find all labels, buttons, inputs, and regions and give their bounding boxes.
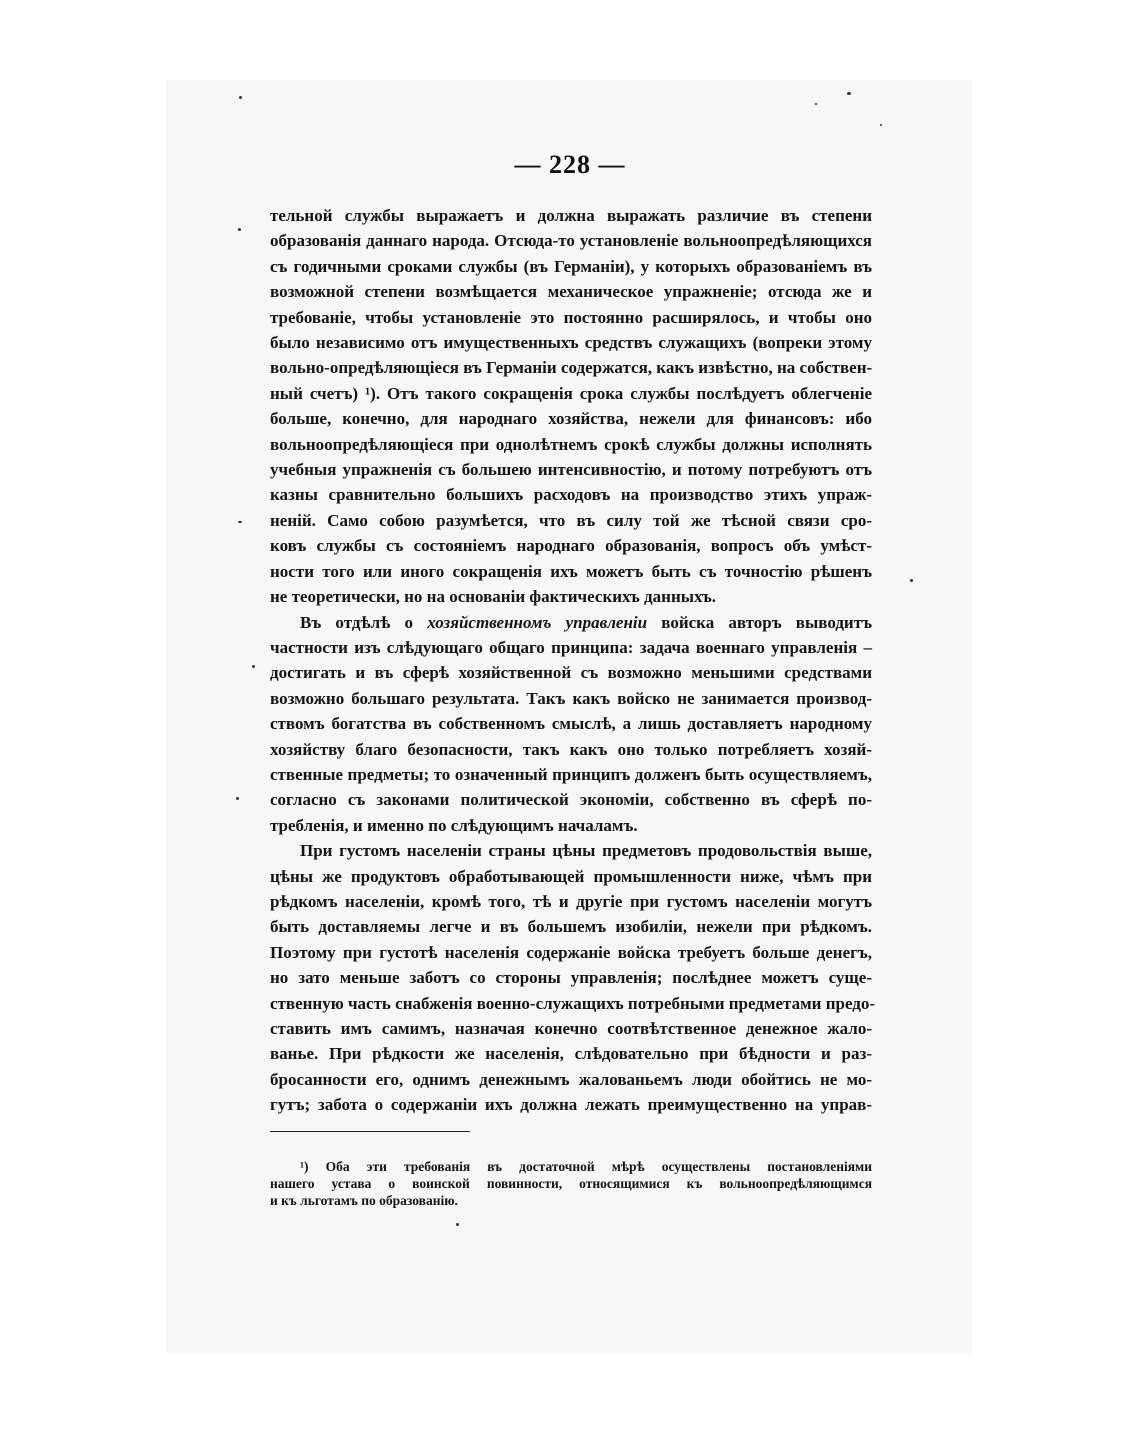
- footnote-separator: [270, 1131, 470, 1132]
- text-line: но зато меньше заботъ со стороны управленія; послѣднее можетъ суще-: [270, 968, 872, 988]
- speck: [238, 228, 241, 231]
- text-line: вольно-опредѣляющіеся въ Германіи содержатся, какъ извѣстно, на собствен-: [270, 358, 873, 378]
- speck: [847, 92, 851, 95]
- text-run: войска авторъ выводитъ: [647, 612, 872, 632]
- text-line: требованіе, чтобы установленіе это постоянно расширялось, и чтобы оно: [270, 307, 872, 327]
- speck: [880, 124, 882, 126]
- text-line: было независимо отъ имущественныхъ средствъ служащихъ (вопреки этому: [270, 333, 872, 353]
- text-line: тельной службы выражаетъ и должна выражать различие въ степени: [270, 206, 872, 225]
- footnote-line: нашего устава о воинской повинности, относящимися къ вольноопредѣляющимся: [270, 1176, 872, 1191]
- text-line: согласно съ законами политической экономіи, собственно въ сферѣ по-: [270, 790, 872, 810]
- text-line: возможно большаго результата. Такъ какъ войско не занимается производ-: [270, 688, 872, 708]
- speck: [252, 665, 255, 668]
- text-line: учебныя упражненія съ большею интенсивностію, и потому потребуютъ отъ: [270, 460, 872, 480]
- italic-term: хозяйственномъ управленіи: [427, 612, 648, 632]
- speck: [238, 521, 242, 523]
- text-line: требленія, и именно по слѣдующимъ началамъ.: [270, 815, 638, 835]
- text-line: цѣны же продуктовъ обработывающей промышленности ниже, чѣмъ при: [270, 866, 872, 886]
- text-line: хозяйству благо безопасности, такъ какъ оно только потребляетъ хозяй-: [270, 739, 872, 759]
- speck: [456, 1223, 459, 1226]
- text-line: ственную часть снабженія военно-служащихъ потребными предметами предо-: [270, 993, 876, 1013]
- text-line: съ годичными сроками службы (въ Германіи), у которыхъ образованіемъ въ: [270, 256, 872, 276]
- text-line: не теоретически, но на основаніи фактическихъ данныхъ.: [270, 587, 717, 607]
- paragraph: [270, 838, 876, 1117]
- text-line: Поэтому при густотѣ населенія содержаніе войска требуетъ больше денегъ,: [270, 942, 872, 962]
- page-number: — 228 —: [514, 150, 626, 179]
- text-line: При густомъ населеніи страны цѣны предметовъ продовольствія выше,: [300, 841, 872, 861]
- speck: [236, 797, 239, 800]
- text-line: [270, 610, 872, 635]
- text-line: ности того или иного сокращенія ихъ можетъ быть съ точностію рѣшенъ: [270, 561, 872, 581]
- text-line: неній. Само собою разумѣется, что въ силу той же тѣсной связи сро-: [270, 510, 872, 530]
- speck: [910, 579, 913, 582]
- body-text: [270, 203, 876, 1118]
- text-line: ставить имъ самимъ, назначая конечно соотвѣтственное денежное жало-: [270, 1019, 872, 1038]
- speck: [815, 103, 817, 105]
- text-line: образованія даннаго народа. Отсюда-то установленіе вольноопредѣляющихся: [270, 231, 872, 251]
- text-line: ванье. При рѣдкости же населенія, слѣдовательно при бѣдности и раз-: [270, 1044, 872, 1064]
- footnote-line: и къ льготамъ по образованію.: [270, 1193, 458, 1208]
- paragraph: [270, 610, 872, 839]
- footnote-line: ¹) Оба эти требованія въ достаточной мѣрѣ осуществлены постановленіями: [300, 1159, 872, 1174]
- paragraph: [270, 203, 872, 610]
- footnote: [270, 1158, 872, 1209]
- text-run: Въ отдѣлѣ о: [300, 612, 428, 632]
- text-line: возможной степени возмѣщается механическое упражненіе; отсюда же и: [270, 282, 872, 302]
- text-line: ственные предметы; то означенный принципъ долженъ быть осуществляемъ,: [270, 764, 872, 784]
- text-line: частности изъ слѣдующаго общаго принципа: задача военнаго управленія –: [270, 637, 872, 657]
- speck: [239, 96, 242, 99]
- text-line: больше, конечно, для народнаго хозяйства, нежели для финансовъ: ибо: [270, 409, 872, 429]
- text-line: быть доставляемы легче и въ большемъ изобиліи, нежели при рѣдкомъ.: [270, 917, 872, 937]
- text-line: достигать и въ сферѣ хозяйственной съ возможно меньшими средствами: [270, 663, 872, 683]
- text-line: бросанности его, однимъ денежнымъ жалованьемъ люди обойтись не мо-: [270, 1069, 872, 1089]
- text-line: ковъ службы съ состояніемъ народнаго образованія, вопросъ объ умѣст-: [270, 536, 872, 556]
- text-line: вольноопредѣляющіеся при однолѣтнемъ срокѣ службы должны исполнять: [270, 434, 872, 454]
- text-line: гутъ; забота о содержаніи ихъ должна лежать преимущественно на управ-: [270, 1095, 872, 1115]
- text-line: ный счетъ) ¹). Отъ такого сокращенія срока службы послѣдуетъ облегченіе: [270, 383, 872, 403]
- text-line: казны сравнительно большихъ расходовъ на производство этихъ упраж-: [270, 485, 872, 505]
- text-line: рѣдкомъ населеніи, кромѣ того, тѣ и другіе при густомъ населеніи могутъ: [270, 891, 872, 911]
- text-line: ствомъ богатства въ собственномъ смыслѣ, а лишь доставляетъ народному: [270, 714, 872, 734]
